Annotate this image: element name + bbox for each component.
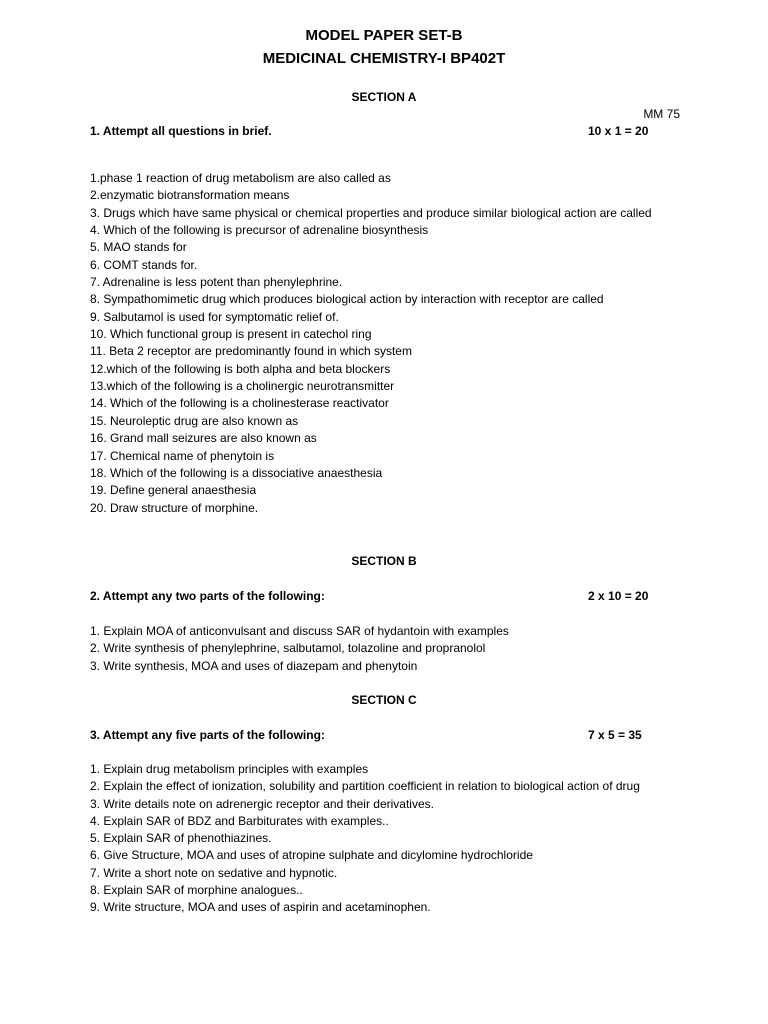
- question-item: 16. Grand mall seizures are also known as: [90, 431, 317, 446]
- question-item: 9. Write structure, MOA and uses of aspirin and acetaminophen.: [90, 900, 431, 915]
- question-item: 20. Draw structure of morphine.: [90, 500, 259, 515]
- question-item: 2. Explain the effect of ionization, solubility and partition coefficient in relation to biological action of drug: [90, 779, 640, 794]
- question-item: 4. Which of the following is precursor of adrenaline biosynthesis: [90, 223, 429, 238]
- section-c-question-list: [90, 761, 680, 917]
- question-item: 5. MAO stands for: [90, 240, 187, 255]
- section-a-question-list: [90, 170, 680, 517]
- question-item: 4. Explain SAR of BDZ and Barbiturates with examples..: [90, 813, 389, 828]
- section-c-instruction: 3. Attempt any five parts of the following:: [90, 728, 325, 742]
- section-a-heading: SECTION A: [351, 90, 417, 104]
- section-b-marks: 2 x 10 = 20: [588, 589, 649, 603]
- paper-subtitle: MEDICINAL CHEMISTRY-I BP402T: [262, 50, 506, 67]
- question-item: 17. Chemical name of phenytoin is: [90, 448, 275, 463]
- question-item: 1. Explain drug metabolism principles with examples: [90, 762, 369, 776]
- question-item: 10. Which functional group is present in catechol ring: [90, 327, 372, 342]
- question-item: 2. Write synthesis of phenylephrine, salbutamol, tolazoline and propranolol: [90, 641, 486, 656]
- section-c-marks: 7 x 5 = 35: [588, 728, 642, 742]
- section-a-marks: 10 x 1 = 20: [588, 124, 649, 138]
- question-item: 15. Neuroleptic drug are also known as: [90, 413, 299, 428]
- question-item: 3. Write details note on adrenergic receptor and their derivatives.: [90, 796, 434, 811]
- section-c-heading: SECTION C: [351, 693, 417, 707]
- question-item: 1.phase 1 reaction of drug metabolism are also called as: [90, 171, 391, 185]
- question-item: 5. Explain SAR of phenothiazines.: [90, 831, 272, 846]
- question-item: 6. Give Structure, MOA and uses of atropine sulphate and dicylomine hydrochloride: [90, 848, 533, 863]
- question-item: 3. Write synthesis, MOA and uses of diazepam and phenytoin: [90, 658, 418, 673]
- question-item: 8. Sympathomimetic drug which produces biological action by interaction with receptor are called: [90, 292, 604, 307]
- question-item: 2.enzymatic biotransformation means: [90, 188, 290, 203]
- question-item: 1. Explain MOA of anticonvulsant and discuss SAR of hydantoin with examples: [90, 624, 509, 638]
- question-item: 18. Which of the following is a dissociative anaesthesia: [90, 465, 383, 480]
- question-item: 8. Explain SAR of morphine analogues..: [90, 883, 303, 898]
- question-item: 13.which of the following is a cholinergic neurotransmitter: [90, 379, 395, 394]
- section-b-heading: SECTION B: [351, 554, 417, 568]
- question-item: 12.which of the following is both alpha and beta blockers: [90, 361, 391, 376]
- section-a-instruction: 1. Attempt all questions in brief.: [90, 124, 272, 138]
- section-b-question-list: [90, 623, 680, 675]
- question-item: 3. Drugs which have same physical or chemical properties and produce similar biological action are called: [90, 205, 652, 220]
- question-item: 7. Adrenaline is less potent than phenylephrine.: [90, 275, 343, 290]
- question-item: 7. Write a short note on sedative and hypnotic.: [90, 865, 338, 880]
- question-item: 11. Beta 2 receptor are predominantly found in which system: [90, 344, 412, 359]
- question-item: 19. Define general anaesthesia: [90, 483, 257, 498]
- question-item: 9. Salbutamol is used for symptomatic relief of.: [90, 309, 339, 324]
- question-item: 6. COMT stands for.: [90, 257, 198, 272]
- paper-title: MODEL PAPER SET-B: [305, 27, 463, 44]
- question-item: 14. Which of the following is a cholinesterase reactivator: [90, 396, 389, 411]
- section-b-instruction: 2. Attempt any two parts of the following:: [90, 589, 325, 603]
- max-marks: MM 75: [643, 107, 680, 121]
